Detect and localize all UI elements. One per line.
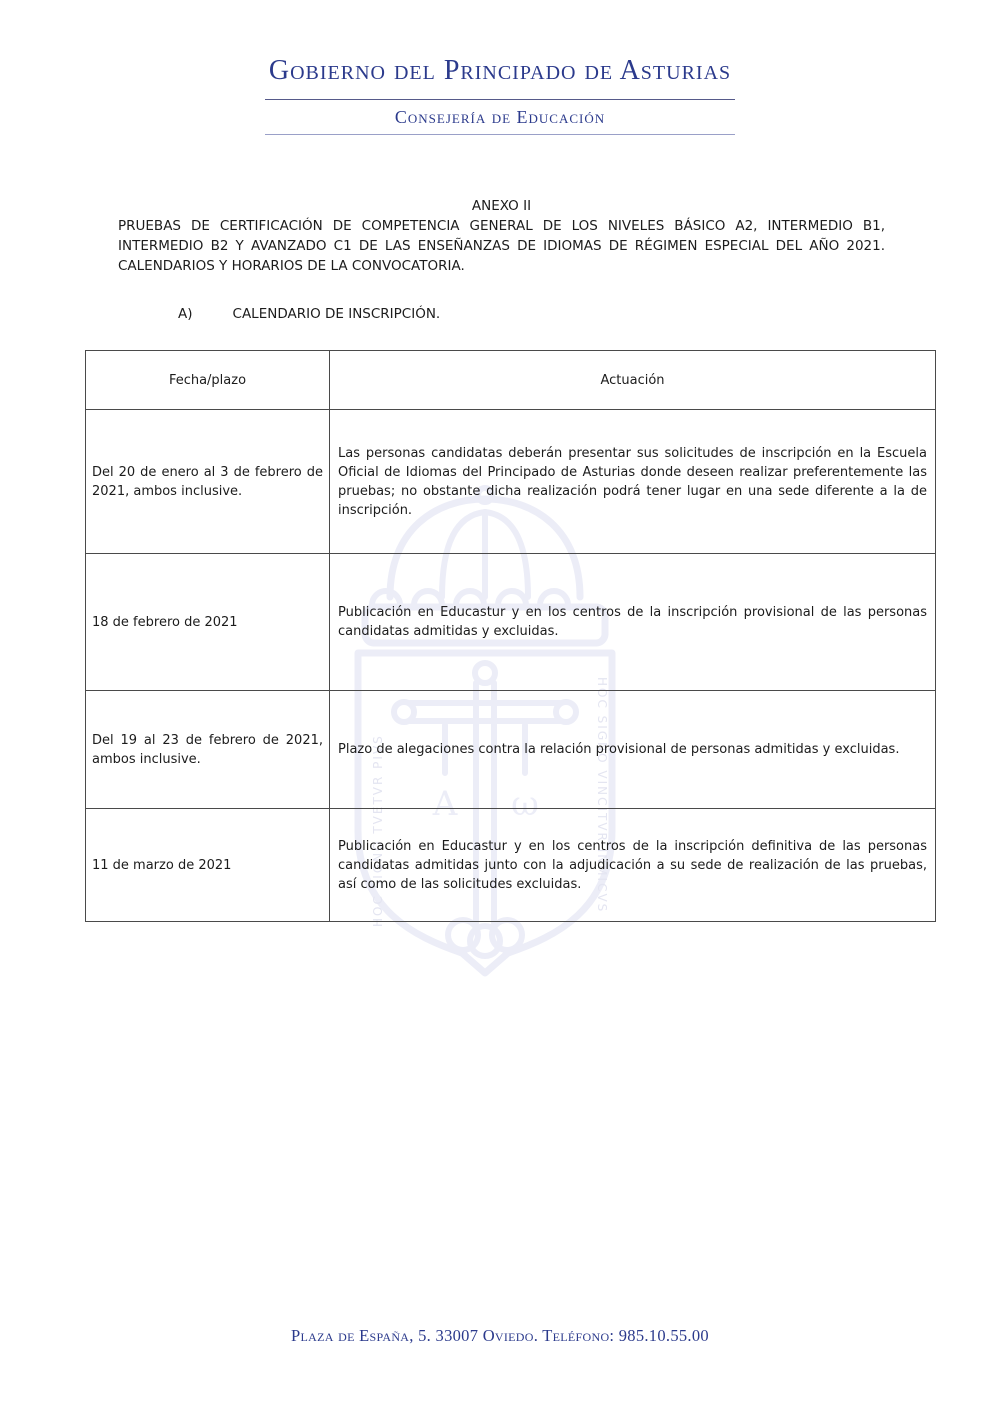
government-name: Gobierno del Principado de Asturias xyxy=(268,55,732,86)
annex-body: PRUEBAS DE CERTIFICACIÓN DE COMPETENCIA GENERAL DE LOS NIVELES BÁSICO A2, INTERMEDIO B1, INTERMEDIO B2 Y AVANZADO C1 DE LAS ENSEÑANZAS DE IDIOMAS DE RÉGIMEN ESPECIAL DEL AÑO 2021. CALENDARIOS Y HORARIOS DE LA CONVOCATORIA. xyxy=(118,218,885,274)
calendar-table xyxy=(85,350,936,922)
department-name: Consejería de Educación xyxy=(394,107,606,127)
table-row xyxy=(86,691,936,809)
omega-letter: ω xyxy=(511,784,539,824)
section-heading xyxy=(178,306,440,322)
actuacion-cell: Publicación en Educastur y en los centros de la inscripción provisional de las personas candidatas admitidas y excluidas. xyxy=(330,554,936,691)
actuacion-cell: Plazo de alegaciones contra la relación provisional de personas admitidas y excluidas. xyxy=(330,691,936,809)
section-label: A) xyxy=(178,306,193,322)
table-row xyxy=(86,809,936,922)
fecha-cell: Del 20 de enero al 3 de febrero de 2021, ambos inclusive. xyxy=(86,410,330,554)
column-header-fecha: Fecha/plazo xyxy=(86,351,330,410)
footer-address: Plaza de España, 5. 33007 Oviedo. Teléfono: 985.10.55.00 xyxy=(291,1326,709,1345)
actuacion-cell: Publicación en Educastur y en los centros de la inscripción definitiva de las personas candidatas admitidas junto con la adjudicación a su sede de realización de las pruebas, así como de las solicitudes excluidas. xyxy=(330,809,936,922)
fecha-cell: Del 19 al 23 de febrero de 2021, ambos inclusive. xyxy=(86,691,330,809)
actuacion-cell: Las personas candidatas deberán presentar sus solicitudes de inscripción en la Escuela Oficial de Idiomas del Principado de Asturias donde deseen realizar preferentemente las pruebas; no obstante dicha realización podrá tener lugar en una sede diferente a la de inscripción. xyxy=(330,410,936,554)
column-header-actuacion: Actuación xyxy=(330,351,936,410)
fecha-cell: 11 de marzo de 2021 xyxy=(86,809,330,922)
fecha-cell: 18 de febrero de 2021 xyxy=(86,554,330,691)
annex-title: ANEXO II xyxy=(471,198,532,214)
alpha-letter: Α xyxy=(432,784,458,824)
table-row xyxy=(86,410,936,554)
table-row xyxy=(86,554,936,691)
motto-right: HOC SIGNO VINCITVR INMICVS xyxy=(595,677,609,914)
table-header-row xyxy=(86,351,936,410)
letterhead-divider-bottom xyxy=(265,134,735,135)
annex-block xyxy=(118,196,885,276)
section-title: CALENDARIO DE INSCRIPCIÓN. xyxy=(232,306,441,322)
motto-left: HOC SIGNO TVETVR PIVS xyxy=(371,734,385,927)
letterhead-divider-top xyxy=(265,99,735,100)
